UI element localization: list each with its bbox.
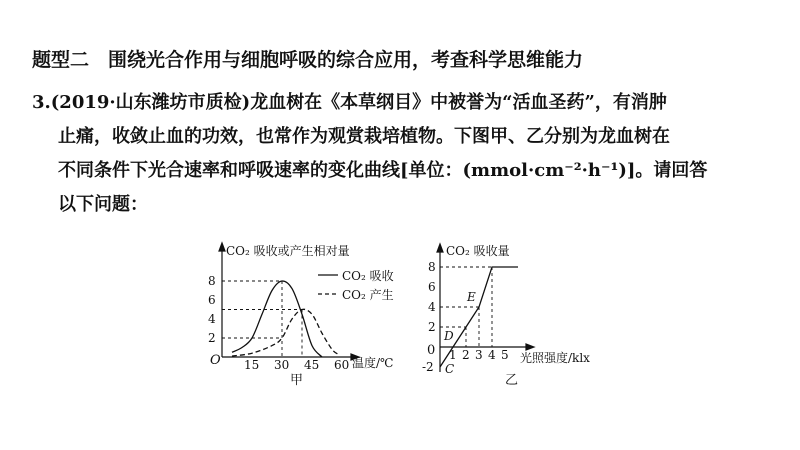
question-line-4: 以下问题：: [58, 194, 148, 215]
yi-x-arrow: [526, 344, 534, 350]
yi-ytick: 6: [428, 280, 436, 294]
jia-origin: O: [210, 353, 221, 368]
yi-y-arrow: [437, 244, 443, 252]
yi-xtick: 1: [449, 348, 457, 362]
jia-series-produce: [232, 309, 338, 356]
yi-x-label: 光照强度/klx: [520, 351, 590, 365]
yi-point-d: D: [444, 329, 454, 343]
yi-y-label: CO₂ 吸收量: [446, 244, 510, 258]
yi-point-c: C: [445, 362, 455, 376]
yi-caption: 乙: [505, 373, 519, 388]
jia-xtick: 45: [304, 358, 320, 372]
jia-ytick: 4: [208, 312, 216, 326]
section-heading: 题型二 围绕光合作用与细胞呼吸的综合应用，考查科学思维能力: [32, 49, 584, 71]
yi-point-e: E: [467, 290, 476, 304]
question-line-1: 3.(2019·山东潍坊市质检)龙血树在《本草纲目》中被誉为“活血圣药”，有消肿: [32, 92, 667, 113]
question-line-3: 不同条件下光合速率和呼吸速率的变化曲线[单位：(mmol·cm⁻²·h⁻¹)]。请回答: [58, 160, 708, 181]
jia-ytick: 6: [208, 293, 216, 307]
yi-ytick: -2: [422, 360, 434, 374]
jia-legend-produce: CO₂ 产生: [342, 288, 394, 302]
yi-ytick: 4: [428, 300, 436, 314]
yi-ytick: 2: [428, 320, 436, 334]
jia-ytick: 2: [208, 331, 216, 345]
jia-series-absorb: [232, 281, 322, 357]
yi-xtick: 2: [462, 348, 470, 362]
yi-ytick: 8: [428, 260, 436, 274]
jia-xtick: 30: [274, 358, 290, 372]
jia-xtick: 60: [334, 358, 350, 372]
jia-ytick: 8: [208, 274, 216, 288]
jia-xtick: 15: [244, 358, 260, 372]
jia-y-label: CO₂ 吸收或产生相对量: [226, 244, 350, 258]
jia-legend-absorb: CO₂ 吸收: [342, 269, 394, 283]
yi-xtick: 5: [501, 348, 509, 362]
jia-y-arrow: [219, 243, 225, 251]
yi-xtick: 4: [488, 348, 496, 362]
jia-caption: 甲: [290, 373, 304, 388]
yi-xtick: 3: [475, 348, 483, 362]
jia-x-label: 温度/℃: [352, 356, 394, 370]
question-line-2: 止痛，收敛止血的功效，也常作为观赏栽培植物。下图甲、乙分别为龙血树在: [58, 126, 670, 147]
yi-origin: 0: [427, 343, 436, 358]
